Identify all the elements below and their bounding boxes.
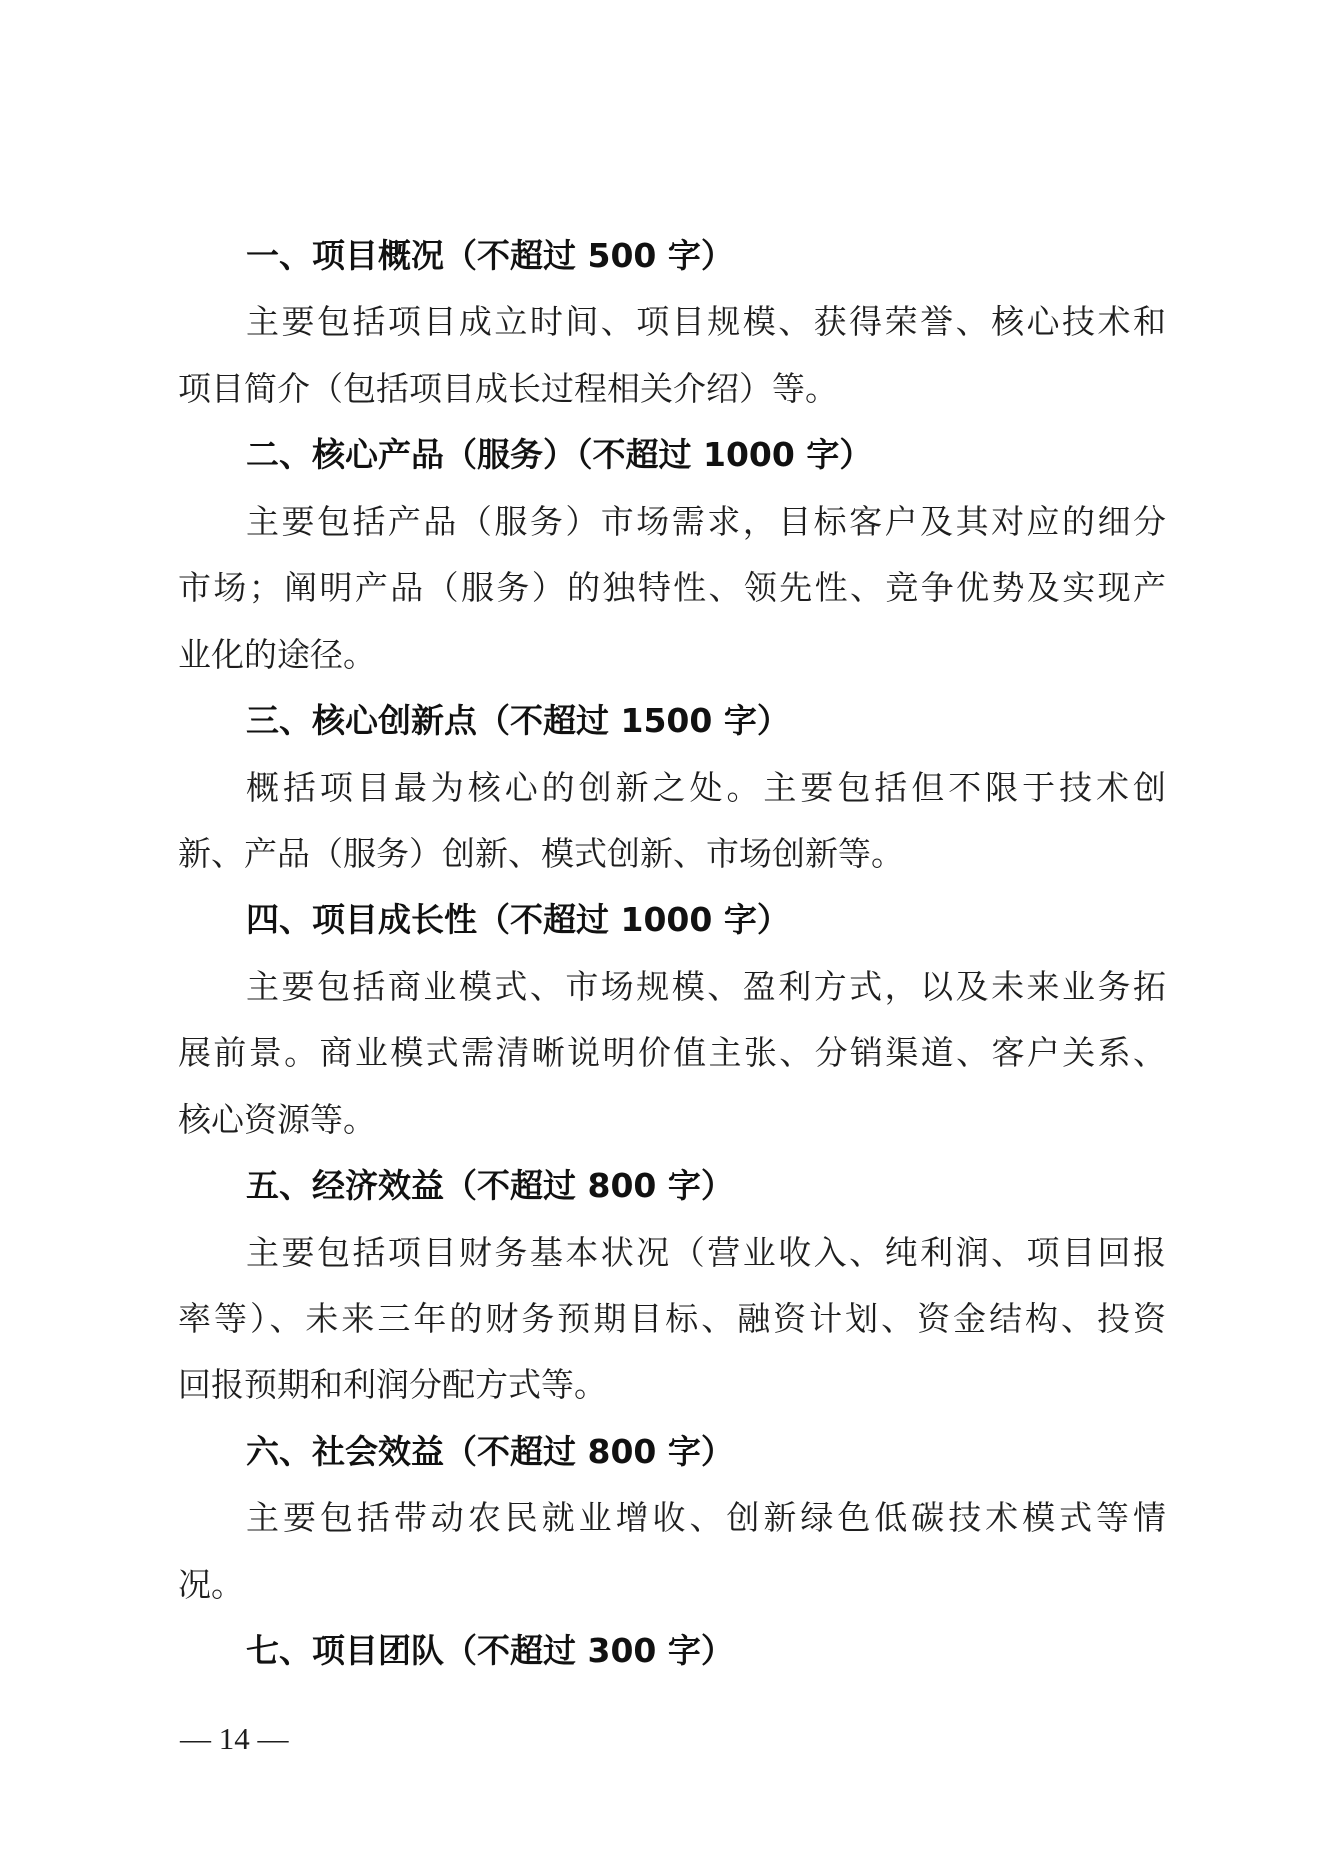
body-line: 项目简介（包括项目成长过程相关介绍）等。 xyxy=(178,368,838,408)
section-heading-project-team: 七、项目团队（不超过 300 字） xyxy=(246,1631,734,1671)
section-heading-social-benefit: 六、社会效益（不超过 800 字） xyxy=(246,1431,734,1471)
body-line: 率等）、未来三年的财务预期目标、融资计划、资金结构、投资 xyxy=(178,1299,1166,1338)
body-line: 概括项目最为核心的创新之处。主要包括但不限于技术创 xyxy=(246,767,1166,807)
document-body xyxy=(178,223,1166,1685)
body-line: 主要包括项目成立时间、项目规模、获得荣誉、核心技术和 xyxy=(246,302,1166,342)
body-line: 主要包括项目财务基本状况（营业收入、纯利润、项目回报 xyxy=(246,1232,1166,1272)
section-heading-project-overview: 一、项目概况（不超过 500 字） xyxy=(246,236,734,275)
body-line: 主要包括产品（服务）市场需求，目标客户及其对应的细分 xyxy=(246,501,1166,541)
body-line: 市场；阐明产品（服务）的独特性、领先性、竞争优势及实现产 xyxy=(178,568,1166,608)
body-line: 况。 xyxy=(178,1564,244,1604)
body-line: 回报预期和利润分配方式等。 xyxy=(178,1365,607,1405)
body-line: 主要包括商业模式、市场规模、盈利方式，以及未来业务拓 xyxy=(246,966,1166,1006)
section-heading-economic-benefit: 五、经济效益（不超过 800 字） xyxy=(246,1166,734,1206)
page-number: — 14 — xyxy=(180,1721,289,1756)
section-heading-core-innovation: 三、核心创新点（不超过 1500 字） xyxy=(246,701,790,741)
section-heading-core-product: 二、核心产品（服务）（不超过 1000 字） xyxy=(246,435,873,475)
body-line: 主要包括带动农民就业增收、创新绿色低碳技术模式等情 xyxy=(246,1498,1166,1538)
body-line: 展前景。商业模式需清晰说明价值主张、分销渠道、客户关系、 xyxy=(178,1033,1166,1073)
body-line: 核心资源等。 xyxy=(178,1099,376,1139)
section-heading-project-growth: 四、项目成长性（不超过 1000 字） xyxy=(246,900,790,940)
body-line: 新、产品（服务）创新、模式创新、市场创新等。 xyxy=(178,833,904,873)
body-line: 业化的途径。 xyxy=(178,634,376,674)
